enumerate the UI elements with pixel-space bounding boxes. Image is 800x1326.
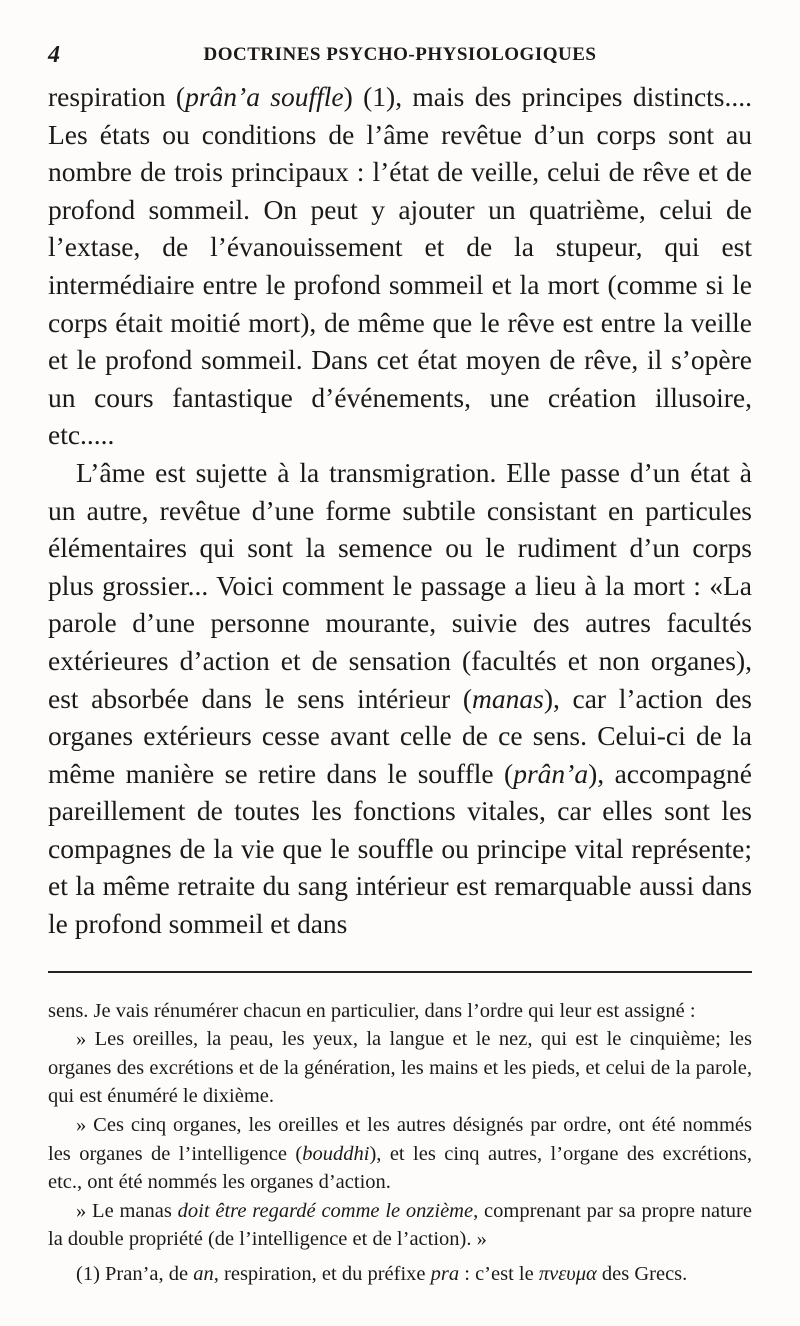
paragraph-1 [48,78,752,454]
book-page [48,40,752,1289]
paragraph-2-text-c: ), car l’action des organes extérieurs cesse avant celle de ce sens. Celui-ci de la même manière se retire dans le souffle ( [48,682,752,789]
footnote-1-text-a: (1) Pran’a, de [76,1263,194,1285]
note-quote-2-text-c: ), et les cinq autres, l’organe des excrétions, etc., ont été nommés les organes d’action. [48,1142,752,1194]
footnote-1-text-c: , respiration, et du préfixe [213,1263,431,1285]
running-head: DOCTRINES PSYCHO-PHYSIOLOGIQUES [203,44,597,65]
main-text [48,78,752,943]
note-quote-3-italic: doit être regardé comme le onzième [177,1199,474,1222]
paragraph-2 [48,454,752,943]
paragraph-2-italic-prana: prân’a [513,757,589,789]
note-continuation: sens. Je vais rénumérer chacun en particulier, dans l’ordre qui leur est assigné : [48,999,696,1022]
page-header [48,40,752,74]
paragraph-1-text-a: respiration ( [48,81,186,112]
paragraph-2-italic-manas: manas [472,682,544,714]
note-quote-2-italic: bouddhi [302,1142,370,1165]
note-quote-3 [48,1197,752,1254]
paragraph-1-text-c: ) (1), mais des principes distincts.... Les états ou conditions de l’âme revêtue d’un corps sont au nombre de trois principaux : l’état de veille, celui de rêve et de profond sommeil. On peut y ajouter un quatrième, celui de l’extase, de l’évanouissement et de la stupeur, qui est intermédiaire entre le profond sommeil et la mort (comme si le corps était moitié mort), de même que le rêve est entre la veille et le profond sommeil. Dans cet état moyen de rêve, il s’opère un cours fantastique d’événements, une création illusoire, etc..... [48,81,752,451]
footnote-1-greek: πνευμα [538,1263,597,1285]
note-quote-3-text-a: » Le manas [76,1199,178,1222]
page-number: 4 [48,42,60,68]
footnote-divider [48,971,752,973]
footnote-1 [48,1260,752,1289]
paragraph-2-text-a: L’âme est sujette à la transmigration. Elle passe d’un état à un autre, revêtue d’une forme subtile consistant en particules élémentaires qui sont la semence ou le rudiment d’un corps plus grossier... Voici comment le passage a lieu à la mort : «La parole d’une personne mourante, suivie des autres facultés extérieures d’action et de sensation (facultés et non organes), est absorbée dans le sens intérieur ( [48,456,752,714]
note-quote-2-text-a: » Ces cinq organes, les oreilles et les autres désignés par ordre, ont été nommés les organes de l’intelligence ( [48,1114,752,1165]
footnote-1-italic-pra: pra [430,1263,460,1285]
footnote-1-text-g: des Grecs. [596,1263,688,1285]
paragraph-2-text-e: ), accompagné pareillement de toutes les fonctions vitales, car elles sont les compagnes de la vie que le souffle ou principe vital représente; et la même retraite du sang intérieur est remarquable aussi dans le profond sommeil et dans [48,757,752,940]
note-quote-1: » Les oreilles, la peau, les yeux, la langue et le nez, qui est le cinquième; les organes des excrétions et de la génération, les mains et les pieds, et celui de la parole, qui est énuméré le dixième. [48,1028,752,1108]
paragraph-1-italic: prân’a souffle [185,81,344,112]
footnote-1-italic-an: an [193,1263,214,1285]
note-quote-2 [48,1111,752,1197]
note-quote-3-text-c: , comprenant par sa propre nature la double propriété (de l’intelligence et de l’action). » [48,1199,752,1251]
footnote-1-text-e: : c’est le [459,1263,539,1285]
footnotes [48,997,752,1289]
